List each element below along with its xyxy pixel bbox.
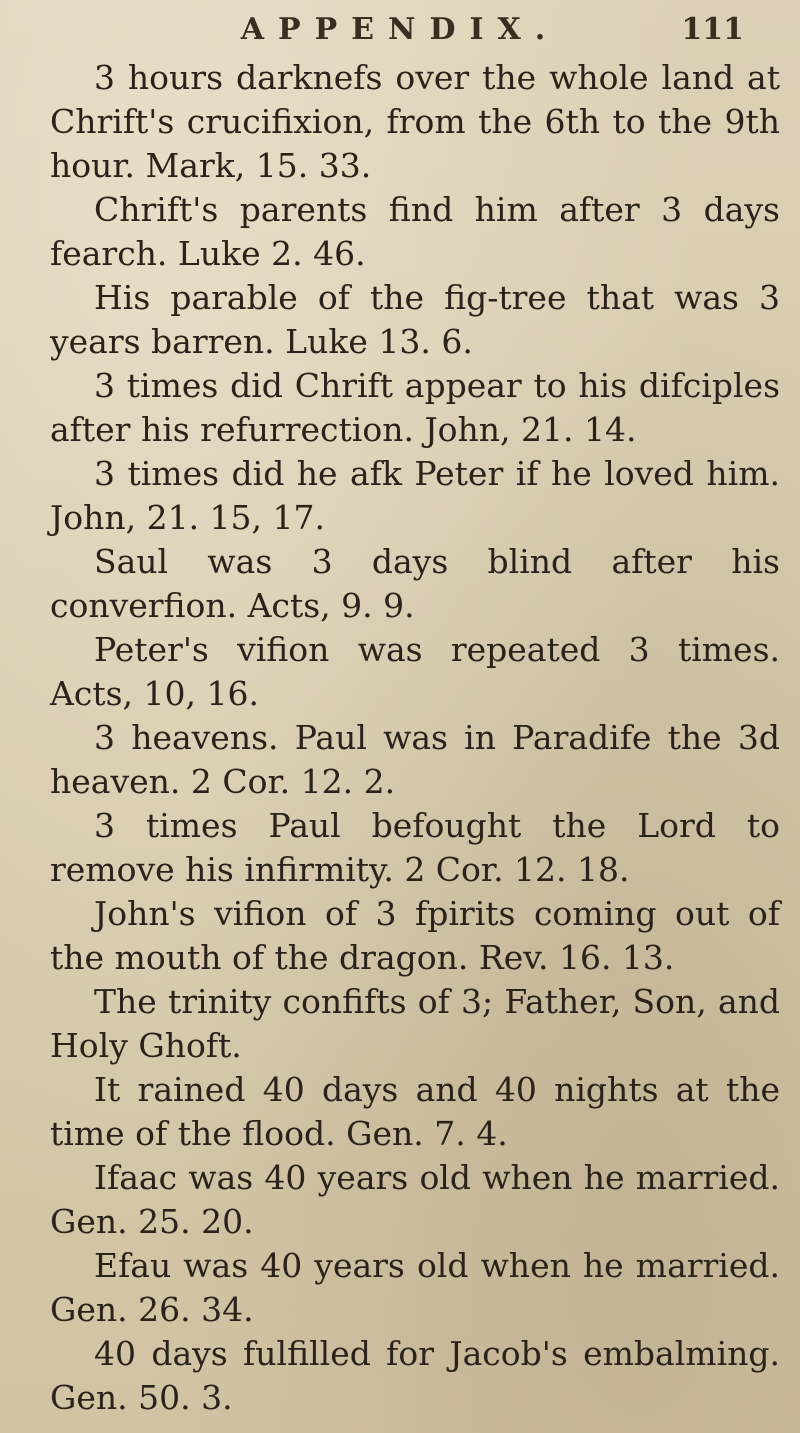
entry-text: Peter's vifion was repeated 3 times.	[94, 630, 780, 669]
entry-7	[50, 628, 780, 716]
running-head-title: APPENDIX.	[240, 12, 560, 47]
entry-text: 3 heavens. Paul was in Paradife the 3d heaven.	[50, 718, 780, 801]
entry-8	[50, 716, 780, 804]
entry-reference: John, 21. 14.	[424, 410, 637, 449]
entry-3	[50, 276, 780, 364]
entry-4	[50, 364, 780, 452]
entry-reference: 2 Cor. 12. 18.	[404, 850, 630, 889]
entry-reference: Acts, 10, 16.	[50, 674, 259, 713]
entry-9	[50, 804, 780, 892]
entry-10	[50, 892, 780, 980]
entry-reference: Gen. 50. 3.	[50, 1378, 233, 1417]
entry-reference: Gen. 25. 20.	[50, 1202, 254, 1241]
entry-text: Efau was 40 years old when he married.	[94, 1246, 780, 1285]
entry-reference: Acts, 9. 9.	[247, 586, 415, 625]
entry-text: 3 times did he afk Peter if he loved him.	[94, 454, 780, 493]
entry-reference: 2 Cor. 12. 2.	[190, 762, 396, 801]
entry-reference: Luke 2. 46.	[177, 234, 366, 273]
entry-text: His parable of the fig-tree that was 3 years barren.	[50, 278, 780, 361]
entry-text: 40 days fulfilled for Jacob's embalming.	[94, 1334, 780, 1373]
entry-1	[50, 56, 780, 188]
entry-text: It rained 40 days and 40 nights at the time of the flood.	[50, 1070, 780, 1153]
entry-reference: Rev. 16. 13.	[478, 938, 675, 977]
entry-text: The trinity confifts of 3; Father, Son, and Holy Ghoft.	[50, 982, 780, 1065]
entry-text: Saul was 3 days blind after his converfion.	[50, 542, 780, 625]
entry-11	[50, 980, 780, 1068]
running-head	[0, 10, 800, 50]
entry-reference: Gen. 7. 4.	[346, 1114, 508, 1153]
entry-5	[50, 452, 780, 540]
entry-text: 3 times did Chrift appear to his difciples after his refurrection.	[50, 366, 780, 449]
entry-reference: John, 21. 15, 17.	[50, 498, 326, 537]
entry-text: 3 times Paul befought the Lord to remove his infirmity.	[50, 806, 780, 889]
entry-15	[50, 1332, 780, 1420]
entry-text: Ifaac was 40 years old when he married.	[94, 1158, 780, 1197]
page-number: 111	[681, 12, 744, 47]
entry-12	[50, 1068, 780, 1156]
entry-reference: Mark, 15. 33.	[145, 146, 372, 185]
entry-text: John's vifion of 3 fpirits coming out of the mouth of the dragon.	[50, 894, 780, 977]
entry-text: Chrift's parents find him after 3 days fearch.	[50, 190, 780, 273]
entry-6	[50, 540, 780, 628]
entry-text: 3 hours darknefs over the whole land at Chrift's crucifixion, from the 6th to the 9th hour.	[50, 58, 780, 185]
entry-13	[50, 1156, 780, 1244]
entry-2	[50, 188, 780, 276]
body-text	[50, 56, 780, 1420]
entry-14	[50, 1244, 780, 1332]
entry-reference: Luke 13. 6.	[285, 322, 473, 361]
entry-reference: Gen. 26. 34.	[50, 1290, 254, 1329]
